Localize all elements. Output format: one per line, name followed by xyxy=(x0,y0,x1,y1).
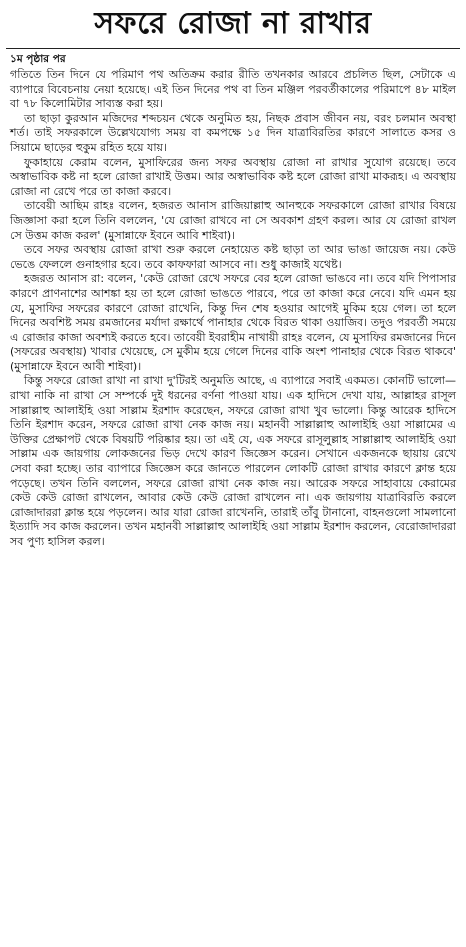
article-paragraph: তবে সফর অবস্থায় রোজা রাখা শুরু করলে নেহায়েত কষ্ট ছাড়া তা আর ভাঙা জায়েজ নয়। কেউ ভেঙে ফেললে গুনাহগার হবে। তবে কাফফারা আসবে না। শুধু কাজাই যথেষ্ট। xyxy=(10,243,456,271)
article-paragraph: ফুকাহায়ে কেরাম বলেন, মুসাফিরের জন্য সফর অবস্থায় রোজা না রাখার সুযোগ রয়েছে। তবে অস্বাভাবিক কষ্ট না হলে রোজা রাখাই উত্তম। আর অস্বাভাবিক কষ্ট হলে রোজা রাখা মাকরূহ। এ অবস্থায় রোজা না রেখে পরে তা কাজা করবে। xyxy=(10,155,456,198)
continued-from-label: ১ম পৃষ্ঠার পর xyxy=(10,53,66,65)
page-bottom-edge xyxy=(0,937,466,947)
newspaper-clipping xyxy=(0,4,466,947)
article-headline: সফরে রোজা না রাখার xyxy=(94,6,372,41)
article-paragraph: তা ছাড়া কুরআন মজিদের শব্দচয়ন থেকে অনুমিত হয়, নিছক প্রবাস জীবন নয়, বরং চলমান অবস্থা শর্ত। তাই সফরকালে উল্লেখযোগ্য সময় বা কমপক্ষে ১৫ দিন যাত্রাবিরতির কারণে সালাতে কসর ও সিয়ামে ছাড়ের হুকুম রহিত হয়ে যায়। xyxy=(10,111,456,154)
article-body xyxy=(4,52,462,550)
article-paragraph: গতিতে তিন দিনে যে পরিমাণ পথ অতিক্রম করার রীতি তখনকার আরবে প্রচলিত ছিল, সেটাকে এ ব্যাপারে বিবেচনায় নেয়া হয়েছে। এই তিন দিনের পথ বা তিন মঞ্জিল পরবর্তীকালের পরিমাপে ৪৮ মাইল বা ৭৮ কিলোমিটার সাব্যস্ত করা হয়। xyxy=(10,68,456,111)
headline-divider xyxy=(6,48,460,49)
article-paragraph: হজরত আনাস রা: বলেন, 'কেউ রোজা রেখে সফরে বের হলে রোজা ভাঙবে না। তবে যদি পিপাসার কারণে প্রাণনাশের আশঙ্কা হয় তা হলে রোজা ভাঙতে পারবে, পরে তা কাজা করে নেবে। যদি এমন হয় যে, মুসাফির সফরের কারণে রোজা রাখেনি, কিন্তু দিন শেষ হওয়ার আগেই মুকিম হয়ে গেল। তা হলে দিনের অবশিষ্ট সময় রমজানের মর্যাদা রক্ষার্থে পানাহার থেকে বিরত থাকা ওয়াজিব। তদুও পরবর্তী সময়ে এ রোজার কাজা অবশ্যই করতে হবে। তাবেয়ী ইবরাহীম নাখায়ী রাহঃ বলেন, যে মুসাফির রমজানের দিনে (সফরের অবস্থায়) খাবার খেয়েছে, সে মুকীম হয়ে গেলে দিনের বাকি অংশ পানাহার থেকে বিরত থাকবে' (মুসান্নাফে ইবনে আবী শাইবা)। xyxy=(10,272,456,373)
article-paragraph: কিন্তু সফরে রোজা রাখা না রাখা দু'টিরই অনুমতি আছে, এ ব্যাপারে সবাই একমত। কোনটি ভালো— রাখা নাকি না রাখা সে সম্পর্কে দুই ধরনের বর্ণনা পাওয়া যায়। এক হাদিসে দেখা যায়, আল্লাহর রাসূল সাল্লাল্লাহু আলাইহি ওয়া সাল্লাম ইরশাদ করেছেন, সফরে রোজা রাখা খুব ভালো। কিন্তু আরেক হাদিসে তিনি ইরশাদ করেন, সফরে রোজা রাখা নেক কাজ নয়। মহানবী সাল্লাল্লাহু আলাইহি ওয়া সাল্লামের এ উক্তির প্রেক্ষাপট থেকে বিষয়টি পরিষ্কার হয়। তা এই যে, এক সফরে রাসূলুল্লাহ সাল্লাল্লাহু আলাইহি ওয়া সাল্লাম এক জায়গায় লোকজনের ভিড় দেখে কারণ জিজ্ঞেস করেন। সেখানে একজনকে ছায়ায় রেখে সেবা করা হচ্ছে। তার ব্যাপারে জিজ্ঞেস করে জানতে পারলেন লোকটি রোজা রাখার কারণে ক্লান্ত হয়ে পড়েছে। তখন তিনি বললেন, সফরে রোজা রাখা নেক কাজ নয়। আরেক সফরে সাহাবায়ে কেরামের কেউ কেউ রোজা রাখলেন, আবার কেউ কেউ রোজা রাখলেন না। এক জায়গায় যাত্রাবিরতি করলে রোজাদাররা ক্লান্ত হয়ে পড়লেন। আর যারা রোজা রাখেননি, তারাই তাঁবু টানানো, বাহনগুলো সামলানো ইত্যাদি সব কাজ করলেন। তখন মহানবী সাল্লাল্লাহু আলাইহি ওয়া সাল্লাম ইরশাদ করলেন, বেরোজাদাররা সব পুণ্য হাসিল করল। xyxy=(10,374,456,548)
article-paragraph: তাবেয়ী আছিম রাহঃ বলেন, হজরত আনাস রাজিয়াল্লাহু আনহুকে সফরকালে রোজা রাখার বিষয়ে জিজ্ঞাসা করা হলে তিনি বললেন, 'যে রোজা রাখবে না সে অবকাশ গ্রহণ করল। আর যে রোজা রাখল সে উত্তম কাজ করল' (মুসান্নাফে ইবনে আবি শাইবা)। xyxy=(10,199,456,242)
